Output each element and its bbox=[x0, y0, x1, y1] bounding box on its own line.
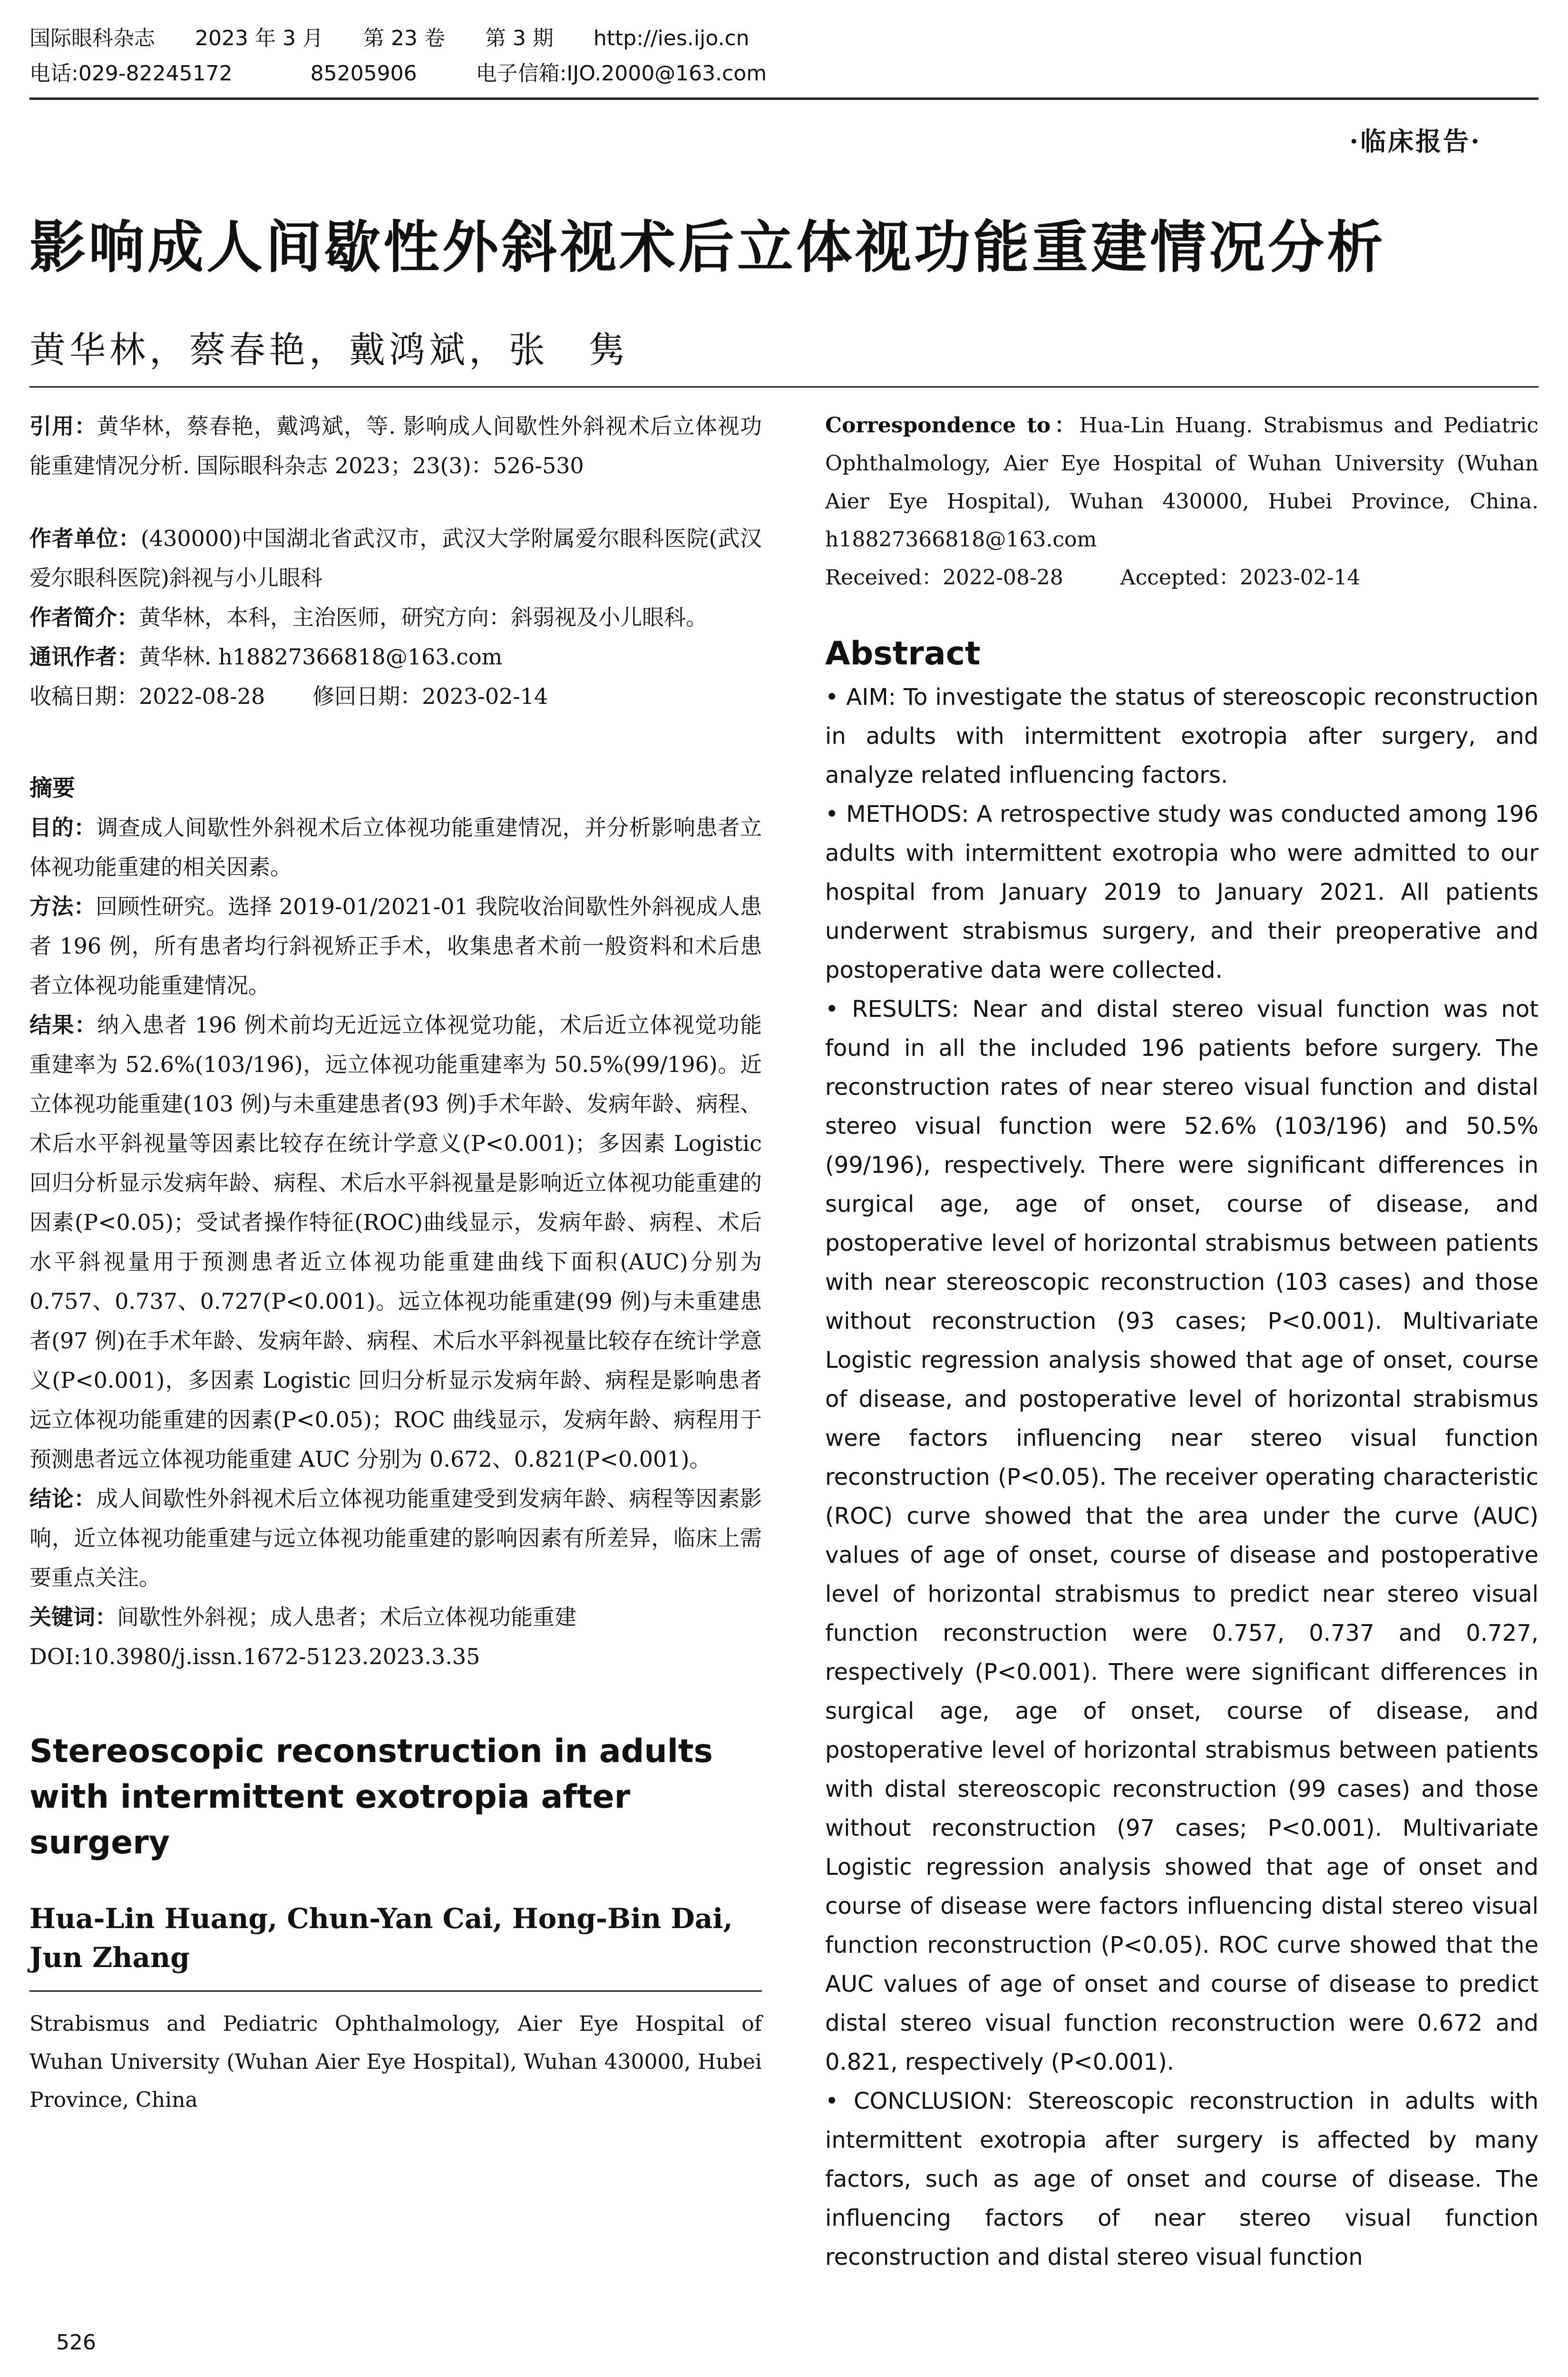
conclusion-text: 成人间歇性外斜视术后立体视功能重建受到发病年龄、病程等因素影响，近立体视功能重建与远立体视功能重建的影响因素有所差异，临床上需要重点关注。 bbox=[29, 1486, 762, 1590]
bio-label: 作者简介： bbox=[29, 604, 139, 630]
results-label: 结果： bbox=[29, 1012, 97, 1038]
authors-en: Hua-Lin Huang, Chun-Yan Cai, Hong-Bin Dai, Jun Zhang bbox=[29, 1902, 733, 1974]
doi[interactable]: DOI:10.3980/j.issn.1672-5123.2023.3.35 bbox=[29, 1644, 480, 1669]
abstract-heading-cn: 摘要 bbox=[29, 775, 76, 801]
header-line-1 bbox=[29, 21, 767, 56]
left-column bbox=[29, 407, 762, 2119]
affiliation-en: Strabismus and Pediatric Ophthalmology, Aier Eye Hospital of Wuhan University (Wuhan Aier Eye Hospital), Wuhan 430000, Hubei Province, China bbox=[29, 2012, 762, 2112]
author-bio bbox=[29, 598, 762, 637]
correspondence-text: Hua-Lin Huang. Strabismus and Pediatric Ophthalmology, Aier Eye Hospital of Wuhan University (Wuhan Aier Eye Hospital), Wuhan 430000, Hubei Province, China. h18827366818@163.com bbox=[825, 413, 1539, 552]
citation-label: 引用： bbox=[29, 413, 97, 439]
conclusion-label: 结论： bbox=[29, 1486, 97, 1511]
abstract-aim-en: • AIM: To investigate the status of stereoscopic reconstruction in adults with intermittent exotropia after surgery, and analyze related influencing factors. bbox=[825, 684, 1539, 789]
affiliation-label: 作者单位： bbox=[29, 526, 141, 551]
authors-cn: 黄华林，蔡春艳，戴鸿斌，张 隽 bbox=[29, 329, 629, 371]
keywords-label: 关键词： bbox=[29, 1604, 117, 1630]
page-number: 526 bbox=[56, 2330, 96, 2355]
right-column bbox=[825, 407, 1539, 2277]
volume: 第 23 卷 bbox=[363, 26, 445, 50]
running-header bbox=[29, 21, 767, 91]
keywords-text: 间歇性外斜视；成人患者；术后立体视功能重建 bbox=[117, 1604, 576, 1630]
journal-url[interactable]: http://ies.ijo.cn bbox=[593, 26, 750, 50]
keywords-cn bbox=[29, 1598, 762, 1637]
corresponding-text: 黄华林. h18827366818@163.com bbox=[139, 644, 503, 670]
dates-en bbox=[825, 559, 1539, 597]
citation-text: 黄华林，蔡春艳，戴鸿斌，等. 影响成人间歇性外斜视术后立体视功能重建情况分析. 国际眼科杂志 2023；23(3)：526-530 bbox=[29, 413, 762, 478]
methods-text: 回顾性研究。选择 2019-01/2021-01 我院收治间歇性外斜视成人患者 196 例，所有患者均行斜视矫正手术，收集患者术前一般资料和术后患者立体视功能重建情况。 bbox=[29, 894, 762, 998]
abstract-results-en: • RESULTS: Near and distal stereo visual function was not found in all the included 196 patients before surgery. The reconstruction rates of near stereo visual function and distal stereo visual function were 52.6% (103/196) and 50.5% (99/196), respectively. There were significant differences in surgical age, age of onset, course of disease, and postoperative level of horizontal strabismus between patients with near stereoscopic reconstruction (103 cases) and those without reconstruction (93 cases; P<0.001). Multivariate Logistic regression analysis showed that age of onset, course of disease, and postoperative level of horizontal strabismus were factors influencing near stereo visual function reconstruction (P<0.05). The receiver operating characteristic (ROC) curve showed that the area under the curve (AUC) values of age of onset, course of disease and postoperative level of horizontal strabismus to predict near stereo visual function reconstruction were 0.757, 0.737 and 0.727, respectively (P<0.001). There were significant differences in surgical age, age of onset, course of disease, and postoperative level of horizontal strabismus between patients with distal stereoscopic reconstruction (99 cases) and those without reconstruction (97 cases; P<0.001). Multivariate Logistic regression analysis showed that age of onset and course of disease were factors influencing distal stereo visual function reconstruction (P<0.05). ROC curve showed that the AUC values of age of onset and course of disease to predict distal stereo visual function reconstruction were 0.672 and 0.821, respectively (P<0.001). bbox=[825, 996, 1539, 2075]
section-tag: ·临床报告· bbox=[1349, 126, 1481, 156]
citation bbox=[29, 407, 762, 486]
received-date-cn: 收稿日期：2022-08-28 bbox=[29, 683, 265, 709]
abstract-conclusion-cn bbox=[29, 1479, 762, 1598]
article-title-en: Stereoscopic reconstruction in adults with intermittent exotropia after surgery bbox=[29, 1733, 713, 1861]
header-rule bbox=[29, 97, 1539, 100]
issue-number: 第 3 期 bbox=[485, 26, 554, 50]
revised-date-cn: 修回日期：2023-02-14 bbox=[312, 683, 548, 709]
abstract-results-cn bbox=[29, 1005, 762, 1479]
email[interactable]: 电子信箱:IJO.2000@163.com bbox=[476, 61, 767, 86]
abstract-heading-en: Abstract bbox=[825, 635, 981, 672]
article-title-cn: 影响成人间歇性外斜视术后立体视功能重建情况分析 bbox=[29, 214, 1386, 280]
title-rule bbox=[29, 386, 1539, 388]
phone-2: 85205906 bbox=[310, 61, 417, 86]
methods-label: 方法： bbox=[29, 894, 96, 919]
accepted-date-en: Accepted：2023-02-14 bbox=[1120, 565, 1361, 590]
abstract-methods-cn bbox=[29, 887, 762, 1005]
bio-text: 黄华林，本科，主治医师，研究方向：斜弱视及小儿眼科。 bbox=[139, 604, 708, 630]
phone: 电话:029-82245172 bbox=[29, 61, 233, 86]
aim-label: 目的： bbox=[29, 815, 97, 840]
aim-text: 调查成人间歇性外斜视术后立体视功能重建情况，并分析影响患者立体视功能重建的相关因素。 bbox=[29, 815, 762, 880]
affiliation-rule bbox=[29, 1990, 762, 1992]
abstract-aim-cn bbox=[29, 808, 762, 887]
corresponding-label: 通讯作者： bbox=[29, 644, 139, 670]
journal-name: 国际眼科杂志 bbox=[29, 26, 155, 50]
received-date-en: Received：2022-08-28 bbox=[825, 565, 1063, 590]
manuscript-dates bbox=[29, 677, 762, 716]
issue-date: 2023 年 3 月 bbox=[195, 26, 323, 50]
abstract-methods-en: • METHODS: A retrospective study was conducted among 196 adults with intermittent exotropia who were admitted to our hospital from January 2019 to January 2021. All patients underwent strabismus surgery, and their preoperative and postoperative data were collected. bbox=[825, 801, 1539, 984]
affiliation bbox=[29, 519, 762, 598]
results-text: 纳入患者 196 例术前均无近远立体视觉功能，术后近立体视觉功能重建率为 52.6%(103/196)，远立体视功能重建率为 50.5%(99/196)。近立体视功能重建(103 例)与未重建患者(93 例)手术年龄、发病年龄、病程、术后水平斜视量等因素比较存在统计学意义(P<0.001)；多因素 Logistic 回归分析显示发病年龄、病程、术后水平斜视量是影响近立体视功能重建的因素(P<0.05)；受试者操作特征(ROC)曲线显示，发病年龄、病程、术后水平斜视量用于预测患者近立体视功能重建曲线下面积(AUC)分别为 0.757、0.737、0.727(P<0.001)。远立体视功能重建(99 例)与未重建患者(97 例)在手术年龄、发病年龄、病程、术后水平斜视量比较存在统计学意义(P<0.001)，多因素 Logistic 回归分析显示发病年龄、病程是影响患者远立体视功能重建的因素(P<0.05)；ROC 曲线显示，发病年龄、病程用于预测患者远立体视功能重建 AUC 分别为 0.672、0.821(P<0.001)。 bbox=[29, 1012, 762, 1472]
corresponding-author bbox=[29, 637, 762, 677]
header-line-2 bbox=[29, 56, 767, 91]
correspondence-en bbox=[825, 407, 1539, 559]
abstract-conclusion-en: • CONCLUSION: Stereoscopic reconstruction in adults with intermittent exotropia after surgery is affected by many factors, such as age of onset and course of disease. The influencing factors of near stereo visual function reconstruction and distal stereo visual function bbox=[825, 2088, 1539, 2270]
affiliation-text: (430000)中国湖北省武汉市，武汉大学附属爱尔眼科医院(武汉爱尔眼科医院)斜视与小儿眼科 bbox=[29, 526, 762, 591]
correspondence-label: Correspondence to： bbox=[825, 413, 1080, 438]
